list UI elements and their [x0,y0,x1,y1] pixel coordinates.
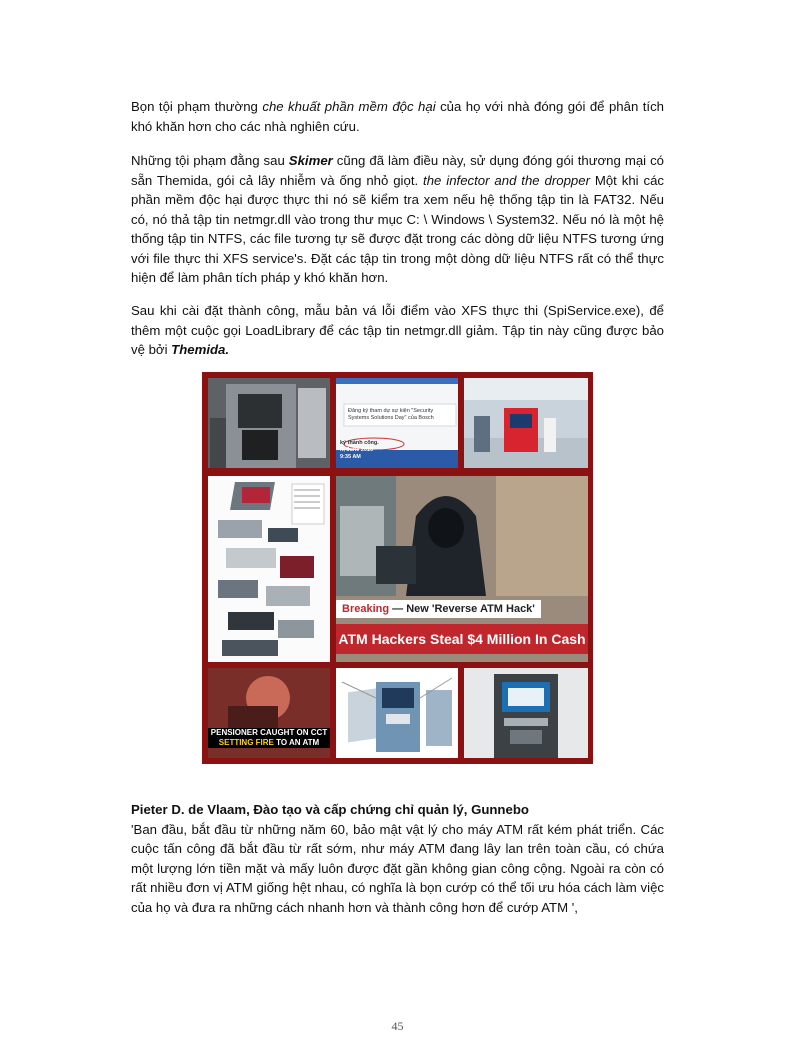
atm-exploded-diagram [208,476,330,662]
p2-skimer: Skimer [288,153,333,168]
atm-component-diagram [336,668,458,758]
p2-text-c: Một khi các phần mềm độc hại được thực thi nó sẽ kiểm tra xem nếu hệ thống tập tin là FAT32. Nếu có, nó thả tập tin netmgr.dll vào trong thư mục C: \ Windows \ System32. Nếu nó là một hệ thống tập tin NTFS, các file tương tự sẽ được đặt trong các dòng dữ liệu NTFS tương ứng với file thực thi XFS service's. Đặt các tập tin trong một dòng dữ liệu NTFS rất có thể thực hiện để làm phân tích pháp y khó khăn hơn. [131,172,664,285]
cctv-line2 [208,738,330,748]
p3-text-a: Sau khi cài đặt thành công, mẫu bản vá lỗi điểm vào XFS thực thi (SpiService.exe), để thêm một cuộc gọi LoadLibrary để các tập tin netmgr.dll giảm. Tập tin này cũng được bảo vệ bởi [131,303,664,357]
p1-text-b: của họ với nhà đóng gói để phân tích khó khăn hơn cho các nhà nghiên cứu. [131,99,665,134]
headline-text: ATM Hackers Steal $4 Million In Cash [338,631,586,647]
tile2-line4: h, June 2016 [340,447,374,453]
cctv-line2-rest: TO AN ATM [273,738,320,747]
registration-screenshot [336,378,458,468]
breaking-label: Breaking [342,603,390,615]
breaking-subtitle: — New 'Reverse ATM Hack' [389,603,535,615]
paragraph-2 [131,151,664,288]
paragraph-3 [131,301,664,360]
atm-collage-image [202,372,593,764]
quote-body: 'Ban đầu, bắt đầu từ những năm 60, bảo mật vật lý cho máy ATM rất kém phát triển. Các cuộc tấn công đã bắt đầu từ rất sớm, như máy ATM đang lây lan trên toàn cầu, có chứa một lượng lớn tiền mặt và mấy luôn được đặt gần không gian công cộng. Ngoài ra còn có rất nhiều đơn vị ATM giống hệt nhau, có nghĩa là bọn cướp có thể tối ưu hóa cách làm việc của họ và đưa ra những cách nhanh hơn và thành công hơn để cướp ATM ', [131,821,664,915]
paragraph-1 [131,97,664,136]
tile2-line2: Systems Solutions Day" của Bosch [348,415,434,421]
tile2-line1: Đăng ký tham dự sự kiện "Security [348,408,434,414]
atm-internals-photo [208,378,330,468]
page-number: 45 [391,1019,404,1033]
cctv-line2-highlight: SETTING FIRE [218,738,274,747]
p2-text-b: cũng đã làm điều này, sử dụng đóng gói thương mại có sẵn Themida, gói cả lây nhiễm và ống nhỏ giọt. [131,153,664,188]
tile2-line5: 9:35 AM [340,454,361,460]
headline-banner [336,624,588,654]
p1-italic: che khuất phần mềm độc hại [262,99,436,114]
cctv-caption [208,728,330,748]
p1-text-a: Bọn tội phạm thường [131,99,263,114]
p2-italic: the infector and the dropper [423,172,590,188]
cctv-line1: PENSIONER CAUGHT ON CCT [208,728,330,738]
tile2-line3: ký thành công. [340,440,379,446]
p3-themida: Themida. [171,342,230,357]
atm-hacker-news-image [336,476,588,662]
p2-text-a: Những tội phạm đằng sau [131,153,289,168]
atm-kiosk-photo [464,378,588,468]
breaking-banner [336,600,541,618]
quote-section [131,800,664,917]
quote-heading: Pieter D. de Vlaam, Đào tạo và cấp chứng chỉ quản lý, Gunnebo [131,802,529,817]
atm-machine-photo [464,668,588,758]
cctv-fire-photo [208,668,330,758]
